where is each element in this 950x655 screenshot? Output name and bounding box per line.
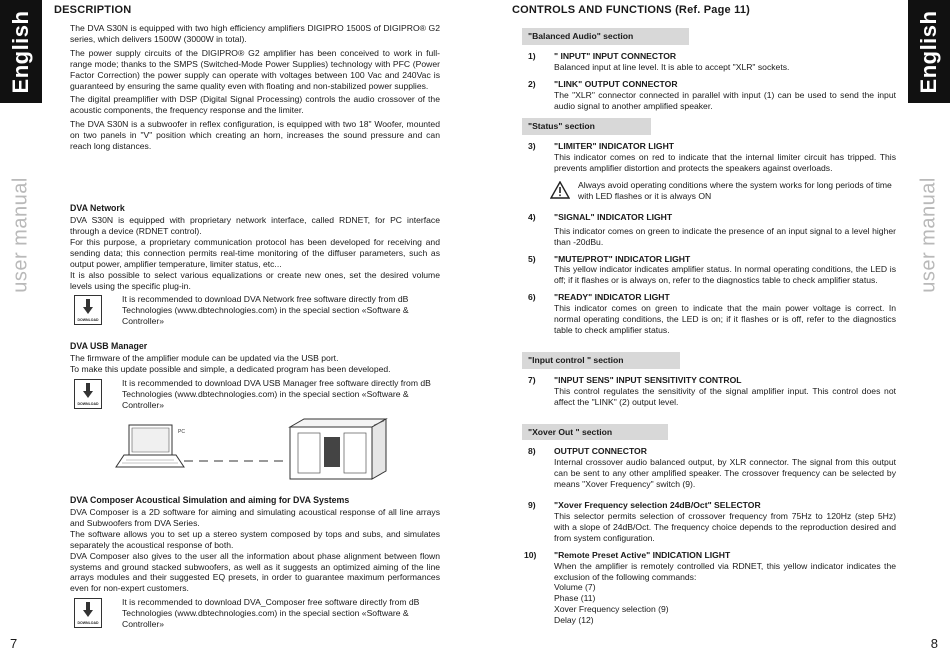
command-item: Xover Frequency selection (9) [554,604,669,615]
command-item: Phase (11) [554,593,596,604]
control-item [512,79,896,112]
description-paragraph: The DVA S30N is a subwoofer in reflex configuration, is equipped with two 18" Woofer, mounted on two panels in "V" position which creating an horn, increases the sound pressure and can reach long distances. [70,119,440,152]
control-item [512,292,896,336]
balanced-audio-section-label: "Balanced Audio" section [522,28,689,45]
item-body: Internal crossover audio balanced output, by XLR connector. The signal from this output can be sent to any other amplified speaker. The crossover frequency can be selected by means "Xover Frequency" switch (9). [554,457,896,490]
language-tab-left [0,0,42,103]
item-body: This selector permits selection of crossover frequency from 75Hz to 120Hz (step 5Hz) with a slope of 24dB/Oct. The frequency choice depends to the reproduction desired and from system configuration. [554,510,896,543]
item-heading: "LINK" OUTPUT CONNECTOR [554,78,678,89]
right-column [512,4,896,632]
item-heading: "Remote Preset Active" INDICATION LIGHT [554,549,731,560]
download-text: It is recommended to download DVA Network free software directly from dB Technologies (www.dbtechnologies.com) in the special section «Software & Controller» [122,294,409,327]
network-paragraph: It is also possible to select various equalizations or create new ones, set the desired volume levels using the specific plug-in. [70,269,440,291]
item-number: 1) [528,50,536,61]
network-paragraph: DVA S30N is equipped with proprietary network interface, called RDNET, for PC interface through a device (RDNET control). [70,215,440,237]
item-heading: "READY" INDICATOR LIGHT [554,292,670,303]
download-text: It is recommended to download DVA USB Manager free software directly from dB Technologies (www.dbtechnologies.com) in the special section «Software & Controller» [122,378,431,410]
network-paragraph: For this purpose, a proprietary communication protocol has been developed for receiving and sending data; this connection permits real-time monitoring of the diffuser parameters, such as output power, amplifier temperature, limiter status, etc... [70,236,440,269]
language-tab-right [908,0,950,103]
language-tab-label: English [8,10,33,93]
left-column [54,4,440,634]
item-heading: " INPUT" INPUT CONNECTOR [554,50,677,61]
description-heading: DESCRIPTION [54,4,132,16]
command-item: Volume (7) [554,582,596,593]
control-item [512,51,896,73]
side-label-text: user manual [917,177,940,293]
item-body: Balanced input at line level. It is able to accept "XLR" sockets. [554,61,790,72]
input-control-section-label: "Input control " section [522,352,680,369]
pc-label: PC [178,428,185,435]
download-icon: DOWNLOAD [74,598,102,628]
page-number-left: 7 [10,636,18,651]
usb-paragraph: The firmware of the amplifier module can be updated via the USB port. [70,353,339,364]
control-item [512,141,896,174]
user-manual-label-right [908,165,950,305]
item-heading: "INPUT SENS" INPUT SENSITIVITY CONTROL [554,374,742,385]
item-body: When the amplifier is remotely controlled via RDNET, this yellow indicator indicates the exclusion of the following commands: [554,560,896,582]
download-text: It is recommended to download DVA_Composer free software directly from dB Technologies (www.dbtechnologies.com) in the special section «Software & Controller» [122,597,420,630]
command-list [554,582,896,626]
item-heading: "SIGNAL" INDICATOR LIGHT [554,211,673,222]
item-number: 8) [528,446,536,457]
item-number: 10) [524,549,537,560]
description-paragraph: The power supply circuits of the DIGIPRO® G2 amplifier has been conceived to work in full-range mode; thanks to the SMPS (Switched-Mode Power Supplies) technology with PFC (Power Factor Correction) the power supply can operate with voltages between 100 Vac and 240Vac is guaranteed by ensuring the same quality even with floating and non-stabilized power supplies. [70,47,440,91]
controls-heading: CONTROLS AND FUNCTIONS (Ref. Page 11) [512,4,751,16]
laptop-icon [116,425,184,467]
item-body: This yellow indicator indicates amplifier status. In normal operating conditions, the LED is off; if it flashes or is always on, refer to the diagnostics table to check amplifier status. [554,264,896,286]
composer-paragraph: DVA Composer is a 2D software for aiming and simulating acoustical response of all line arrays and Subwoofers from DVA Series. [70,507,440,528]
item-heading: "Xover Frequency selection 24dB/Oct" SELECTOR [554,500,761,511]
description-paragraph: The DVA S30N is equipped with two high efficiency amplifiers DIGIPRO 1500S of DIGIPRO® G2 series, which delivers 1500W (3000W in total). [70,22,440,44]
item-heading: OUTPUT CONNECTOR [554,446,647,457]
item-body: This control regulates the sensitivity of the signal amplifier input. This control does not affect the "LINK" (2) output level. [554,385,896,407]
item-body: This indicator comes on green to indicate that the main power voltage is correct. In normal operating conditions, the LED is on; if it flashes or is off, refer to the diagnostics table to check amplifier status. [554,303,896,335]
item-body: The "XLR" connector connected in parallel with input (1) can be used to send the input audio signal to another amplified speaker. [554,89,896,111]
xover-out-section-label: "Xover Out " section [522,424,668,441]
item-body: This indicator comes on green to indicate the presence of an input signal to a level higher than -20dBu. [554,225,896,247]
item-number: 2) [528,78,536,89]
item-heading: "LIMITER" INDICATOR LIGHT [554,141,675,152]
control-item [512,550,896,626]
usb-connection-illustration [54,417,440,489]
command-item: Delay (12) [554,615,594,626]
usb-heading: DVA USB Manager [70,341,148,352]
download-icon: DOWNLOAD [74,295,102,325]
network-heading: DVA Network [70,202,125,213]
item-number: 7) [528,374,536,385]
usb-paragraph: To make this update possible and simple, a dedicated program has been developed. [70,364,391,375]
control-item [512,375,896,408]
item-number: 3) [528,141,536,152]
side-label-text: user manual [9,177,32,293]
control-item [512,254,896,287]
download-icon: DOWNLOAD [74,379,102,409]
composer-heading: DVA Composer Acoustical Simulation and aiming for DVA Systems [70,494,350,505]
language-tab-label: English [916,10,941,93]
warning-text: Always avoid operating conditions where the system works for long periods of time with LED flashes or it is always ON [578,180,892,201]
item-number: 4) [528,211,536,222]
network-download-note [54,294,440,327]
item-heading: "MUTE/PROT" INDICATOR LIGHT [554,253,691,264]
status-section-label: "Status" section [522,118,651,135]
description-paragraph: The digital preamplifier with DSP (Digital Signal Processing) controls the audio crossover of the acoustic components, the frequency response and the limiter. [70,94,440,116]
usb-download-note [54,378,440,411]
item-body: This indicator comes on red to indicate that the internal limiter circuit has tripped. This prevents amplifier distortion and protects the speakers against overloads. [554,152,896,174]
item-number: 5) [528,253,536,264]
warning-triangle-icon [550,181,570,199]
warning-note [512,180,896,202]
item-number: 9) [528,500,536,511]
composer-download-note [54,597,440,630]
subwoofer-cabinet-icon [290,419,386,479]
control-item [512,212,896,248]
control-item [512,500,896,544]
composer-paragraph: The software allows you to set up a stereo system composed by tops and subs, and simulates separately the acoustical response of both. [70,528,440,550]
item-number: 6) [528,292,536,303]
control-item [512,446,896,490]
composer-paragraph: DVA Composer also gives to the user all the information about phase alignment between flown systems and ground stacked subwoofers, as well as it suggests an optimized aiming of the line arrays modules and their suggested EQ presets, in order to guarantee maximum performances even for non-expert customers. [70,550,440,594]
page-number-right: 8 [930,636,938,651]
user-manual-label-left [0,165,42,305]
